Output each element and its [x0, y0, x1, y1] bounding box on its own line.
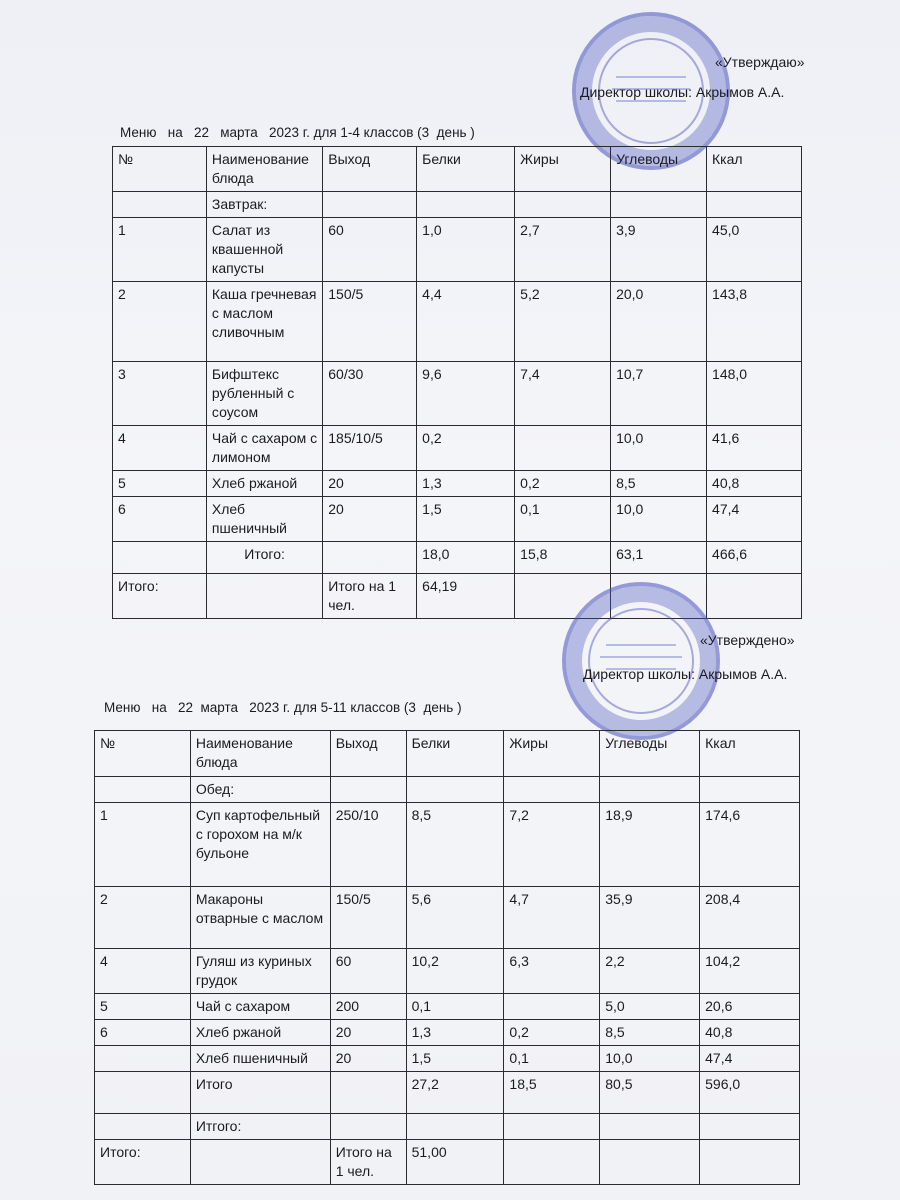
cell-dish: Суп картофельный с горохом на м/к бульоне — [190, 803, 330, 887]
cell-output: 250/10 — [330, 803, 406, 887]
header-number: № — [113, 147, 207, 192]
per-person-caption: Итого на 1 чел. — [323, 574, 417, 619]
cell-dish: Чай с сахаром с лимоном — [206, 426, 322, 471]
total-kcal: 466,6 — [707, 542, 802, 574]
header-kcal: Ккал — [700, 731, 800, 777]
section-row — [113, 192, 802, 218]
cell-fat: 2,7 — [515, 218, 611, 282]
cell-dish: Каша гречневая с маслом сливочным — [206, 282, 322, 362]
section-label: Завтрак: — [206, 192, 322, 218]
total-fat: 18,5 — [504, 1072, 600, 1114]
per-person-label: Итого: — [95, 1140, 191, 1185]
director-line-1: Директор школы: Акрымов А.А. — [580, 84, 785, 100]
cell-dish: Гуляш из куриных грудок — [190, 949, 330, 994]
cell-fat: 7,4 — [515, 362, 611, 426]
cell-output: 20 — [323, 497, 417, 542]
cell-kcal: 148,0 — [707, 362, 802, 426]
table-row — [113, 471, 802, 497]
cell-protein: 1,3 — [406, 1020, 504, 1046]
per-person-value: 64,19 — [417, 574, 515, 619]
cell-dish: Салат из квашенной капусты — [206, 218, 322, 282]
cell-fat: 0,2 — [504, 1020, 600, 1046]
header-fat: Жиры — [504, 731, 600, 777]
cell-fat — [515, 426, 611, 471]
cell-kcal: 143,8 — [707, 282, 802, 362]
header-carbs: Углеводы — [600, 731, 700, 777]
table-row — [95, 887, 800, 949]
cell-kcal: 47,4 — [700, 1046, 800, 1072]
table-header-row — [95, 731, 800, 777]
cell-dish: Хлеб пшеничный — [206, 497, 322, 542]
cell-carbs: 2,2 — [600, 949, 700, 994]
approval-heading-2: «Утверждено» — [700, 632, 795, 648]
cell-fat — [504, 994, 600, 1020]
cell-fat: 6,3 — [504, 949, 600, 994]
cell-output: 200 — [330, 994, 406, 1020]
cell-carbs: 8,5 — [611, 471, 707, 497]
header-output: Выход — [323, 147, 417, 192]
cell-protein: 0,2 — [417, 426, 515, 471]
table-row — [95, 1046, 800, 1072]
cell-fat: 0,1 — [504, 1046, 600, 1072]
header-dish: Наименование блюда — [206, 147, 322, 192]
table-row — [113, 282, 802, 362]
menu-title-2: Меню на 22 марта 2023 г. для 5-11 классов (3 день ) — [104, 700, 462, 715]
cell-carbs: 8,5 — [600, 1020, 700, 1046]
cell-protein: 1,5 — [417, 497, 515, 542]
cell-number: 5 — [113, 471, 207, 497]
header-output: Выход — [330, 731, 406, 777]
director-line-2: Директор школы: Акрымов А.А. — [583, 666, 788, 682]
cell-fat: 7,2 — [504, 803, 600, 887]
cell-output: 20 — [330, 1020, 406, 1046]
cell-protein: 1,5 — [406, 1046, 504, 1072]
cell-dish: Чай с сахаром — [190, 994, 330, 1020]
total-protein: 18,0 — [417, 542, 515, 574]
total-row — [113, 542, 802, 574]
table-header-row — [113, 147, 802, 192]
cell-carbs: 10,0 — [600, 1046, 700, 1072]
approval-heading-1: «Утверждаю» — [715, 54, 805, 70]
cell-number: 1 — [95, 803, 191, 887]
per-person-label: Итого: — [113, 574, 207, 619]
total-row-2 — [95, 1114, 800, 1140]
cell-number: 4 — [113, 426, 207, 471]
per-person-value: 51,00 — [406, 1140, 504, 1185]
cell-kcal: 20,6 — [700, 994, 800, 1020]
cell-carbs: 5,0 — [600, 994, 700, 1020]
cell-output: 60 — [323, 218, 417, 282]
cell-kcal: 41,6 — [707, 426, 802, 471]
cell-number: 2 — [113, 282, 207, 362]
total-fat: 15,8 — [515, 542, 611, 574]
cell-output: 150/5 — [323, 282, 417, 362]
cell-protein: 0,1 — [406, 994, 504, 1020]
menu-table-2 — [94, 730, 800, 1185]
table-row — [95, 803, 800, 887]
cell-protein: 4,4 — [417, 282, 515, 362]
cell-fat: 0,2 — [515, 471, 611, 497]
table-row — [95, 994, 800, 1020]
cell-kcal: 40,8 — [700, 1020, 800, 1046]
section-row — [95, 777, 800, 803]
cell-number: 6 — [113, 497, 207, 542]
header-protein: Белки — [417, 147, 515, 192]
table-row — [113, 218, 802, 282]
header-kcal: Ккал — [707, 147, 802, 192]
cell-fat: 0,1 — [515, 497, 611, 542]
cell-output: 185/10/5 — [323, 426, 417, 471]
cell-dish: Макароны отварные с маслом — [190, 887, 330, 949]
per-person-caption: Итого на 1 чел. — [330, 1140, 406, 1185]
cell-protein: 8,5 — [406, 803, 504, 887]
total-carbs: 63,1 — [611, 542, 707, 574]
cell-kcal: 208,4 — [700, 887, 800, 949]
cell-number: 4 — [95, 949, 191, 994]
header-fat: Жиры — [515, 147, 611, 192]
cell-dish: Хлеб пшеничный — [190, 1046, 330, 1072]
cell-output: 20 — [330, 1046, 406, 1072]
total-kcal: 596,0 — [700, 1072, 800, 1114]
section-label: Обед: — [190, 777, 330, 803]
cell-kcal: 104,2 — [700, 949, 800, 994]
menu-table-1 — [112, 146, 802, 619]
cell-carbs: 3,9 — [611, 218, 707, 282]
cell-carbs: 10,0 — [611, 426, 707, 471]
total2-label: Итгого: — [190, 1114, 330, 1140]
cell-kcal: 40,8 — [707, 471, 802, 497]
cell-carbs: 18,9 — [600, 803, 700, 887]
cell-dish: Хлеб ржаной — [190, 1020, 330, 1046]
cell-number: 1 — [113, 218, 207, 282]
cell-protein: 5,6 — [406, 887, 504, 949]
menu-title-1: Меню на 22 марта 2023 г. для 1-4 классов (3 день ) — [120, 125, 475, 140]
cell-kcal: 45,0 — [707, 218, 802, 282]
per-person-row — [95, 1140, 800, 1185]
cell-output: 60/30 — [323, 362, 417, 426]
cell-protein: 1,0 — [417, 218, 515, 282]
cell-output: 60 — [330, 949, 406, 994]
table-row — [95, 949, 800, 994]
cell-carbs: 10,7 — [611, 362, 707, 426]
total-label: Итого — [190, 1072, 330, 1114]
cell-carbs: 10,0 — [611, 497, 707, 542]
cell-output: 150/5 — [330, 887, 406, 949]
total-label: Итого: — [206, 542, 322, 574]
cell-number: 2 — [95, 887, 191, 949]
table-row — [113, 426, 802, 471]
cell-protein: 10,2 — [406, 949, 504, 994]
table-row — [113, 362, 802, 426]
cell-dish: Хлеб ржаной — [206, 471, 322, 497]
total-protein: 27,2 — [406, 1072, 504, 1114]
header-number: № — [95, 731, 191, 777]
header-protein: Белки — [406, 731, 504, 777]
table-row — [95, 1020, 800, 1046]
table-row — [113, 497, 802, 542]
cell-kcal: 47,4 — [707, 497, 802, 542]
cell-protein: 1,3 — [417, 471, 515, 497]
cell-kcal: 174,6 — [700, 803, 800, 887]
cell-fat: 4,7 — [504, 887, 600, 949]
cell-number: 6 — [95, 1020, 191, 1046]
cell-protein: 9,6 — [417, 362, 515, 426]
school-stamp-2 — [562, 582, 720, 740]
cell-carbs: 20,0 — [611, 282, 707, 362]
header-dish: Наименование блюда — [190, 731, 330, 777]
cell-number: 5 — [95, 994, 191, 1020]
total-row — [95, 1072, 800, 1114]
cell-fat: 5,2 — [515, 282, 611, 362]
cell-number — [95, 1046, 191, 1072]
cell-dish: Бифштекс рубленный с соусом — [206, 362, 322, 426]
total-carbs: 80,5 — [600, 1072, 700, 1114]
cell-output: 20 — [323, 471, 417, 497]
header-carbs: Углеводы — [611, 147, 707, 192]
cell-carbs: 35,9 — [600, 887, 700, 949]
cell-number: 3 — [113, 362, 207, 426]
